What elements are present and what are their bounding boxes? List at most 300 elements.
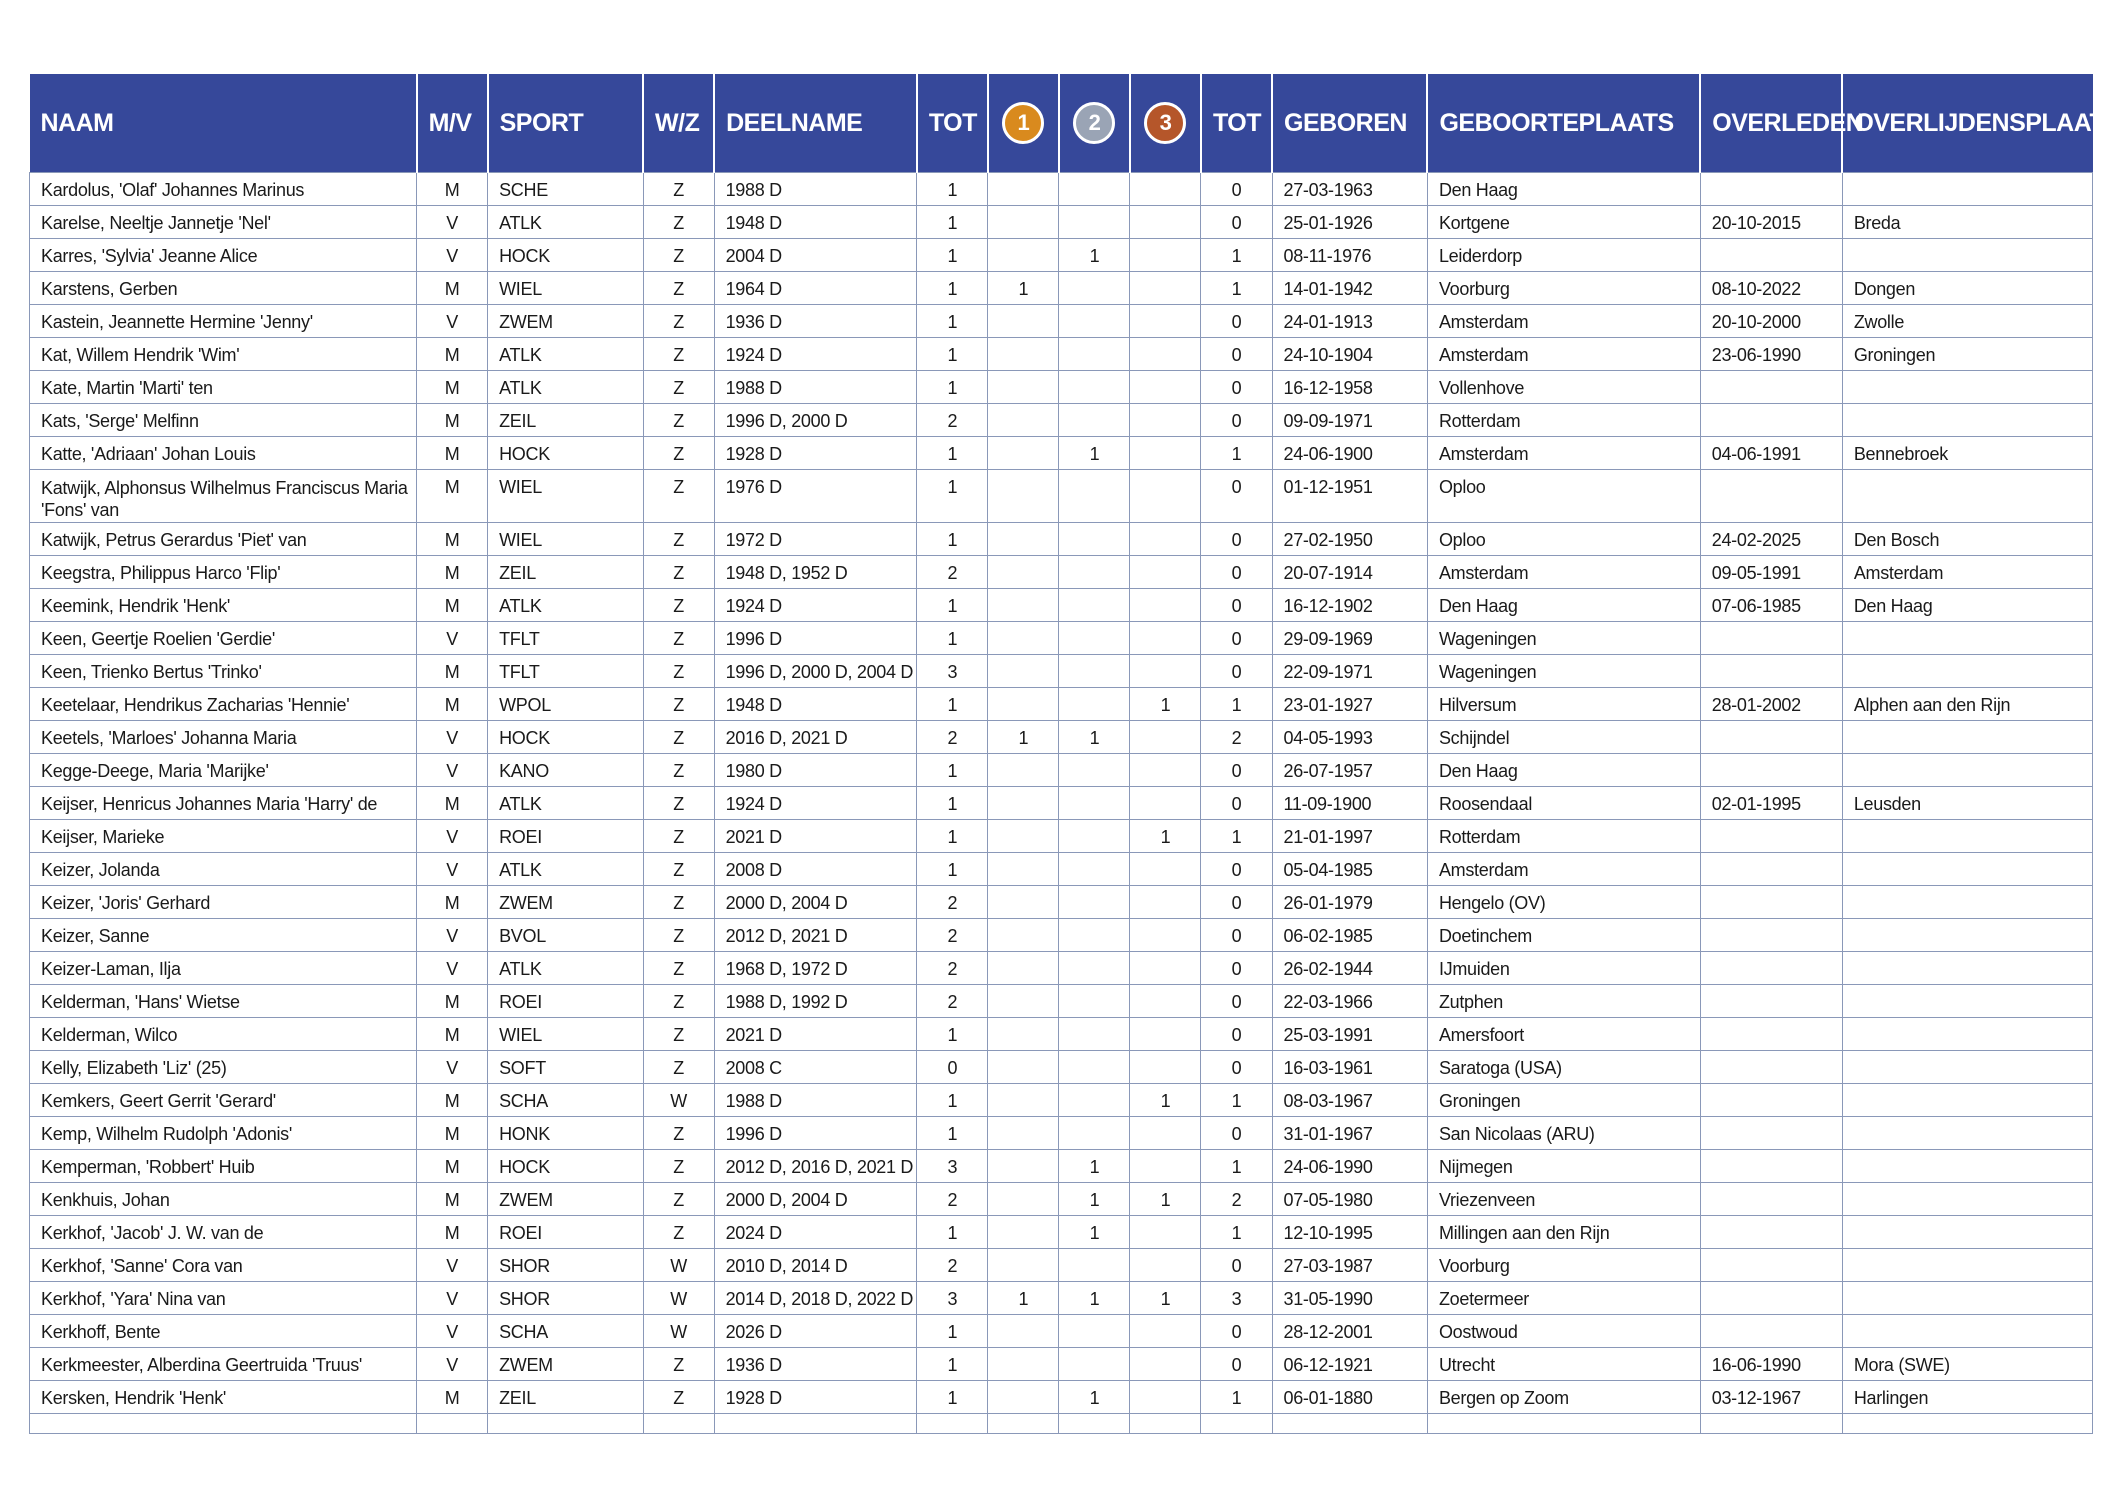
cell-gold: [988, 556, 1059, 589]
cell-wz: Z: [643, 1150, 714, 1183]
table-row[interactable]: [30, 1051, 2093, 1084]
cell-tot-medals: 0: [1201, 1117, 1272, 1150]
cell-wz: Z: [643, 523, 714, 556]
cell-bronze: [1130, 1249, 1201, 1282]
cell-silver: 1: [1059, 1183, 1130, 1216]
cell-tot-medals: 0: [1201, 853, 1272, 886]
cell-tot: 3: [917, 1150, 988, 1183]
cell-silver: [1059, 820, 1130, 853]
cell-deelname: 2021 D: [714, 820, 917, 853]
cell-silver: 1: [1059, 437, 1130, 470]
table-row[interactable]: [30, 1282, 2093, 1315]
cell-deelname: 2008 C: [714, 1051, 917, 1084]
cell-tot: 2: [917, 1183, 988, 1216]
cell-gold: [988, 853, 1059, 886]
cell-mv: V: [417, 754, 488, 787]
cell-tot-medals: 0: [1201, 371, 1272, 404]
cell-geboorteplaats: Den Haag: [1427, 173, 1700, 206]
cell-deelname: 2010 D, 2014 D: [714, 1249, 917, 1282]
cell-naam: Keizer, Sanne: [30, 919, 417, 952]
cell-tot: 0: [917, 1051, 988, 1084]
cell-bronze: [1130, 1216, 1201, 1249]
cell-wz: Z: [643, 787, 714, 820]
cell-overleden: [1700, 1282, 1842, 1315]
cell-mv: M: [417, 886, 488, 919]
cell-gold: [988, 985, 1059, 1018]
cell-deelname: 2000 D, 2004 D: [714, 1183, 917, 1216]
cell-overleden: 07-06-1985: [1700, 589, 1842, 622]
cell-deelname: 1936 D: [714, 1348, 917, 1381]
cell-bronze: [1130, 655, 1201, 688]
table-row[interactable]: [30, 1381, 2093, 1414]
cell-silver: [1059, 1018, 1130, 1051]
cell-tot-medals: 0: [1201, 1249, 1272, 1282]
cell-overlijdensplaats: [1842, 1414, 2092, 1434]
cell-mv: V: [417, 239, 488, 272]
cell-sport: WIEL: [488, 272, 643, 305]
cell-bronze: [1130, 1414, 1201, 1434]
cell-silver: [1059, 338, 1130, 371]
cell-naam: Karelse, Neeltje Jannetje 'Nel': [30, 206, 417, 239]
cell-tot: 1: [917, 1381, 988, 1414]
col-header-deelname[interactable]: DEELNAME: [714, 74, 917, 173]
cell-gold: [988, 470, 1059, 523]
cell-naam: Karstens, Gerben: [30, 272, 417, 305]
col-header-bronze[interactable]: [1130, 74, 1201, 173]
cell-naam: Kemkers, Geert Gerrit 'Gerard': [30, 1084, 417, 1117]
cell-wz: W: [643, 1315, 714, 1348]
cell-bronze: [1130, 1381, 1201, 1414]
cell-gold: [988, 1084, 1059, 1117]
cell-tot: 2: [917, 721, 988, 754]
table-row[interactable]: [30, 206, 2093, 239]
cell-gold: 1: [988, 1282, 1059, 1315]
cell-overlijdensplaats: Zwolle: [1842, 305, 2092, 338]
col-header-silver[interactable]: [1059, 74, 1130, 173]
table-row[interactable]: [30, 589, 2093, 622]
table-row[interactable]: [30, 1183, 2093, 1216]
cell-overlijdensplaats: [1842, 1117, 2092, 1150]
cell-geboorteplaats: Oostwoud: [1427, 1315, 1700, 1348]
cell-sport: ZWEM: [488, 305, 643, 338]
cell-naam: Kate, Martin 'Marti' ten: [30, 371, 417, 404]
cell-overleden: [1700, 1018, 1842, 1051]
cell-naam: Kelderman, Wilco: [30, 1018, 417, 1051]
cell-geboren: 27-03-1963: [1272, 173, 1427, 206]
cell-sport: HOCK: [488, 437, 643, 470]
cell-naam: Keizer, Jolanda: [30, 853, 417, 886]
cell-overlijdensplaats: [1842, 1315, 2092, 1348]
table-row[interactable]: [30, 820, 2093, 853]
cell-tot: 1: [917, 1315, 988, 1348]
cell-mv: [417, 1414, 488, 1434]
cell-mv: V: [417, 952, 488, 985]
col-header-wz[interactable]: W/Z: [643, 74, 714, 173]
table-row[interactable]: [30, 470, 2093, 523]
cell-wz: Z: [643, 886, 714, 919]
table-row[interactable]: [30, 1018, 2093, 1051]
table-row[interactable]: [30, 1315, 2093, 1348]
cell-mv: V: [417, 721, 488, 754]
table-row[interactable]: [30, 721, 2093, 754]
table-row[interactable]: [30, 1084, 2093, 1117]
cell-tot-medals: 2: [1201, 1183, 1272, 1216]
cell-naam: Kerkmeester, Alberdina Geertruida 'Truus': [30, 1348, 417, 1381]
cell-deelname: 1996 D: [714, 622, 917, 655]
cell-deelname: 2014 D, 2018 D, 2022 D: [714, 1282, 917, 1315]
cell-overleden: [1700, 1249, 1842, 1282]
cell-geboren: 16-12-1902: [1272, 589, 1427, 622]
cell-tot-medals: 1: [1201, 239, 1272, 272]
cell-gold: [988, 404, 1059, 437]
cell-silver: [1059, 523, 1130, 556]
cell-tot: 1: [917, 239, 988, 272]
cell-gold: [988, 239, 1059, 272]
table-row[interactable]: [30, 305, 2093, 338]
cell-tot: 1: [917, 589, 988, 622]
col-header-geboren[interactable]: GEBOREN: [1272, 74, 1427, 173]
table-row[interactable]: [30, 1216, 2093, 1249]
cell-sport: ATLK: [488, 206, 643, 239]
cell-naam: Karres, 'Sylvia' Jeanne Alice: [30, 239, 417, 272]
cell-geboorteplaats: Oploo: [1427, 470, 1700, 523]
cell-naam: Kegge-Deege, Maria 'Marijke': [30, 754, 417, 787]
cell-wz: W: [643, 1282, 714, 1315]
cell-tot-medals: 0: [1201, 1018, 1272, 1051]
cell-sport: SHOR: [488, 1282, 643, 1315]
col-header-overlijdensplaats[interactable]: OVERLIJDENSPLAATS: [1842, 74, 2092, 173]
cell-geboren: 24-01-1913: [1272, 305, 1427, 338]
cell-geboorteplaats: Amsterdam: [1427, 305, 1700, 338]
cell-naam: Keemink, Hendrik 'Henk': [30, 589, 417, 622]
cell-silver: [1059, 919, 1130, 952]
cell-wz: Z: [643, 589, 714, 622]
cell-overleden: [1700, 919, 1842, 952]
cell-tot-medals: 0: [1201, 655, 1272, 688]
col-header-overleden[interactable]: OVERLEDEN: [1700, 74, 1842, 173]
cell-geboorteplaats: Groningen: [1427, 1084, 1700, 1117]
cell-wz: Z: [643, 919, 714, 952]
cell-overleden: [1700, 820, 1842, 853]
cell-deelname: 1964 D: [714, 272, 917, 305]
cell-naam: Keijser, Marieke: [30, 820, 417, 853]
cell-sport: WIEL: [488, 1018, 643, 1051]
cell-geboorteplaats: Leiderdorp: [1427, 239, 1700, 272]
cell-geboren: 26-07-1957: [1272, 754, 1427, 787]
cell-deelname: [714, 1414, 917, 1434]
cell-naam: Kerkhof, 'Jacob' J. W. van de: [30, 1216, 417, 1249]
table-row[interactable]: [30, 919, 2093, 952]
cell-tot-medals: 0: [1201, 206, 1272, 239]
cell-gold: [988, 1051, 1059, 1084]
cell-tot: 1: [917, 820, 988, 853]
table-row[interactable]: [30, 754, 2093, 787]
cell-wz: Z: [643, 556, 714, 589]
table-row[interactable]: [30, 1150, 2093, 1183]
cell-bronze: [1130, 1051, 1201, 1084]
cell-geboren: 07-05-1980: [1272, 1183, 1427, 1216]
cell-silver: [1059, 622, 1130, 655]
col-header-mv[interactable]: M/V: [417, 74, 488, 173]
cell-mv: M: [417, 1084, 488, 1117]
col-header-naam[interactable]: NAAM: [30, 74, 417, 173]
cell-naam: Kerkhoff, Bente: [30, 1315, 417, 1348]
table-row[interactable]: [30, 886, 2093, 919]
cell-tot-medals: 0: [1201, 173, 1272, 206]
cell-wz: Z: [643, 853, 714, 886]
cell-sport: HOCK: [488, 239, 643, 272]
cell-geboren: 01-12-1951: [1272, 470, 1427, 523]
table-row[interactable]: [30, 622, 2093, 655]
cell-silver: [1059, 655, 1130, 688]
cell-sport: ZWEM: [488, 886, 643, 919]
cell-geboorteplaats: Vriezenveen: [1427, 1183, 1700, 1216]
cell-tot: 1: [917, 1117, 988, 1150]
table-row[interactable]: [30, 272, 2093, 305]
cell-mv: M: [417, 1183, 488, 1216]
cell-mv: M: [417, 1381, 488, 1414]
cell-mv: V: [417, 1051, 488, 1084]
cell-overleden: 28-01-2002: [1700, 688, 1842, 721]
cell-geboorteplaats: Kortgene: [1427, 206, 1700, 239]
cell-gold: [988, 754, 1059, 787]
cell-tot: 2: [917, 919, 988, 952]
cell-sport: WIEL: [488, 523, 643, 556]
cell-overleden: [1700, 985, 1842, 1018]
cell-wz: [643, 1414, 714, 1434]
cell-overleden: 20-10-2000: [1700, 305, 1842, 338]
cell-bronze: [1130, 952, 1201, 985]
cell-deelname: 1948 D: [714, 688, 917, 721]
table-row[interactable]: [30, 239, 2093, 272]
table-row[interactable]: [30, 952, 2093, 985]
cell-geboren: 16-12-1958: [1272, 371, 1427, 404]
cell-overlijdensplaats: Alphen aan den Rijn: [1842, 688, 2092, 721]
cell-sport: ROEI: [488, 820, 643, 853]
cell-tot-medals: 1: [1201, 688, 1272, 721]
table-row[interactable]: [30, 1117, 2093, 1150]
cell-gold: [988, 688, 1059, 721]
cell-sport: ROEI: [488, 1216, 643, 1249]
cell-naam: Keegstra, Philippus Harco 'Flip': [30, 556, 417, 589]
cell-wz: Z: [643, 338, 714, 371]
cell-geboorteplaats: [1427, 1414, 1700, 1434]
cell-deelname: 2021 D: [714, 1018, 917, 1051]
cell-deelname: 1948 D, 1952 D: [714, 556, 917, 589]
cell-silver: 1: [1059, 1381, 1130, 1414]
cell-wz: Z: [643, 371, 714, 404]
cell-overlijdensplaats: [1842, 1282, 2092, 1315]
cell-geboorteplaats: Zoetermeer: [1427, 1282, 1700, 1315]
cell-deelname: 1988 D: [714, 173, 917, 206]
cell-gold: [988, 1150, 1059, 1183]
cell-mv: M: [417, 1216, 488, 1249]
cell-overleden: 24-02-2025: [1700, 523, 1842, 556]
cell-geboorteplaats: Roosendaal: [1427, 787, 1700, 820]
cell-sport: WPOL: [488, 688, 643, 721]
cell-sport: HOCK: [488, 1150, 643, 1183]
col-header-sport[interactable]: SPORT: [488, 74, 643, 173]
cell-overlijdensplaats: [1842, 1183, 2092, 1216]
table-row[interactable]: [30, 173, 2093, 206]
cell-deelname: 1976 D: [714, 470, 917, 523]
cell-tot-medals: 0: [1201, 338, 1272, 371]
cell-gold: 1: [988, 272, 1059, 305]
cell-bronze: [1130, 985, 1201, 1018]
col-header-geboorteplaats[interactable]: GEBOORTEPLAATS: [1427, 74, 1700, 173]
cell-bronze: [1130, 523, 1201, 556]
cell-geboorteplaats: Bergen op Zoom: [1427, 1381, 1700, 1414]
cell-geboorteplaats: Hilversum: [1427, 688, 1700, 721]
cell-naam: Kelderman, 'Hans' Wietse: [30, 985, 417, 1018]
cell-mv: M: [417, 556, 488, 589]
cell-gold: 1: [988, 721, 1059, 754]
table-row[interactable]: [30, 688, 2093, 721]
table-row[interactable]: [30, 371, 2093, 404]
cell-geboren: 27-03-1987: [1272, 1249, 1427, 1282]
cell-sport: SOFT: [488, 1051, 643, 1084]
cell-silver: [1059, 1051, 1130, 1084]
cell-geboorteplaats: Rotterdam: [1427, 820, 1700, 853]
cell-overlijdensplaats: Groningen: [1842, 338, 2092, 371]
table-row[interactable]: [30, 556, 2093, 589]
table-row[interactable]: [30, 787, 2093, 820]
cell-bronze: [1130, 754, 1201, 787]
cell-geboren: 09-09-1971: [1272, 404, 1427, 437]
cell-mv: V: [417, 1282, 488, 1315]
cell-wz: Z: [643, 1348, 714, 1381]
cell-tot: 1: [917, 1018, 988, 1051]
cell-bronze: [1130, 404, 1201, 437]
cell-tot-medals: 0: [1201, 985, 1272, 1018]
cell-overlijdensplaats: Harlingen: [1842, 1381, 2092, 1414]
cell-bronze: [1130, 622, 1201, 655]
cell-sport: KANO: [488, 754, 643, 787]
cell-sport: SCHE: [488, 173, 643, 206]
cell-overlijdensplaats: [1842, 886, 2092, 919]
cell-overlijdensplaats: [1842, 919, 2092, 952]
cell-tot: 1: [917, 1084, 988, 1117]
cell-deelname: 1988 D: [714, 371, 917, 404]
cell-tot-medals: 2: [1201, 721, 1272, 754]
cell-gold: [988, 820, 1059, 853]
cell-overleden: [1700, 853, 1842, 886]
cell-silver: 1: [1059, 1282, 1130, 1315]
cell-tot-medals: 0: [1201, 622, 1272, 655]
col-header-gold[interactable]: [988, 74, 1059, 173]
col-header-tot[interactable]: TOT: [917, 74, 988, 173]
cell-silver: [1059, 1414, 1130, 1434]
cell-deelname: 2012 D, 2016 D, 2021 D: [714, 1150, 917, 1183]
header-row: [30, 74, 2093, 173]
cell-geboren: 08-11-1976: [1272, 239, 1427, 272]
table-row[interactable]: [30, 655, 2093, 688]
cell-deelname: 1928 D: [714, 1381, 917, 1414]
table-row[interactable]: [30, 523, 2093, 556]
cell-overleden: 02-01-1995: [1700, 787, 1842, 820]
cell-overleden: [1700, 622, 1842, 655]
cell-silver: [1059, 1117, 1130, 1150]
cell-naam: Kastein, Jeannette Hermine 'Jenny': [30, 305, 417, 338]
cell-deelname: 2004 D: [714, 239, 917, 272]
cell-mv: M: [417, 688, 488, 721]
cell-sport: HONK: [488, 1117, 643, 1150]
cell-bronze: [1130, 206, 1201, 239]
cell-tot-medals: 0: [1201, 305, 1272, 338]
cell-geboren: 14-01-1942: [1272, 272, 1427, 305]
cell-deelname: 1996 D: [714, 1117, 917, 1150]
cell-gold: [988, 523, 1059, 556]
cell-tot: 1: [917, 305, 988, 338]
cell-tot-medals: [1201, 1414, 1272, 1434]
table-row[interactable]: [30, 404, 2093, 437]
cell-mv: V: [417, 206, 488, 239]
cell-overlijdensplaats: Amsterdam: [1842, 556, 2092, 589]
col-header-tot-medals[interactable]: TOT: [1201, 74, 1272, 173]
cell-sport: SCHA: [488, 1084, 643, 1117]
cell-overleden: [1700, 371, 1842, 404]
cell-overleden: [1700, 721, 1842, 754]
cell-tot: 1: [917, 173, 988, 206]
cell-gold: [988, 919, 1059, 952]
cell-tot: 1: [917, 853, 988, 886]
cell-bronze: [1130, 173, 1201, 206]
table-row[interactable]: [30, 338, 2093, 371]
cell-sport: ZWEM: [488, 1183, 643, 1216]
cell-overleden: [1700, 754, 1842, 787]
cell-gold: [988, 173, 1059, 206]
cell-naam: Keen, Geertje Roelien 'Gerdie': [30, 622, 417, 655]
cell-tot: [917, 1414, 988, 1434]
table-row[interactable]: [30, 1249, 2093, 1282]
cell-naam: Kersken, Hendrik 'Henk': [30, 1381, 417, 1414]
table-row[interactable]: [30, 985, 2093, 1018]
cell-deelname: 1996 D, 2000 D, 2004 D: [714, 655, 917, 688]
cell-geboorteplaats: Voorburg: [1427, 1249, 1700, 1282]
cell-bronze: 1: [1130, 1084, 1201, 1117]
cell-bronze: [1130, 787, 1201, 820]
cell-geboren: 06-12-1921: [1272, 1348, 1427, 1381]
cell-overlijdensplaats: Den Bosch: [1842, 523, 2092, 556]
cell-overleden: [1700, 1183, 1842, 1216]
cell-silver: 1: [1059, 1216, 1130, 1249]
cell-tot-medals: 0: [1201, 404, 1272, 437]
cell-naam: Katwijk, Petrus Gerardus 'Piet' van: [30, 523, 417, 556]
cell-wz: Z: [643, 622, 714, 655]
table-row[interactable]: [30, 1348, 2093, 1381]
cell-tot: 1: [917, 1216, 988, 1249]
cell-gold: [988, 952, 1059, 985]
cell-overlijdensplaats: [1842, 1051, 2092, 1084]
cell-mv: M: [417, 470, 488, 523]
cell-geboorteplaats: Amsterdam: [1427, 853, 1700, 886]
table-row[interactable]: [30, 853, 2093, 886]
cell-tot: 1: [917, 787, 988, 820]
cell-deelname: 1928 D: [714, 437, 917, 470]
cell-geboorteplaats: Vollenhove: [1427, 371, 1700, 404]
table-body: [30, 173, 2093, 1434]
cell-bronze: [1130, 338, 1201, 371]
cell-deelname: 1948 D: [714, 206, 917, 239]
cell-sport: ZEIL: [488, 1381, 643, 1414]
cell-sport: SCHA: [488, 1315, 643, 1348]
cell-naam: Keetels, 'Marloes' Johanna Maria: [30, 721, 417, 754]
table-row[interactable]: [30, 437, 2093, 470]
cell-gold: [988, 1249, 1059, 1282]
cell-tot-medals: 0: [1201, 919, 1272, 952]
cell-sport: ATLK: [488, 338, 643, 371]
cell-bronze: [1130, 1315, 1201, 1348]
